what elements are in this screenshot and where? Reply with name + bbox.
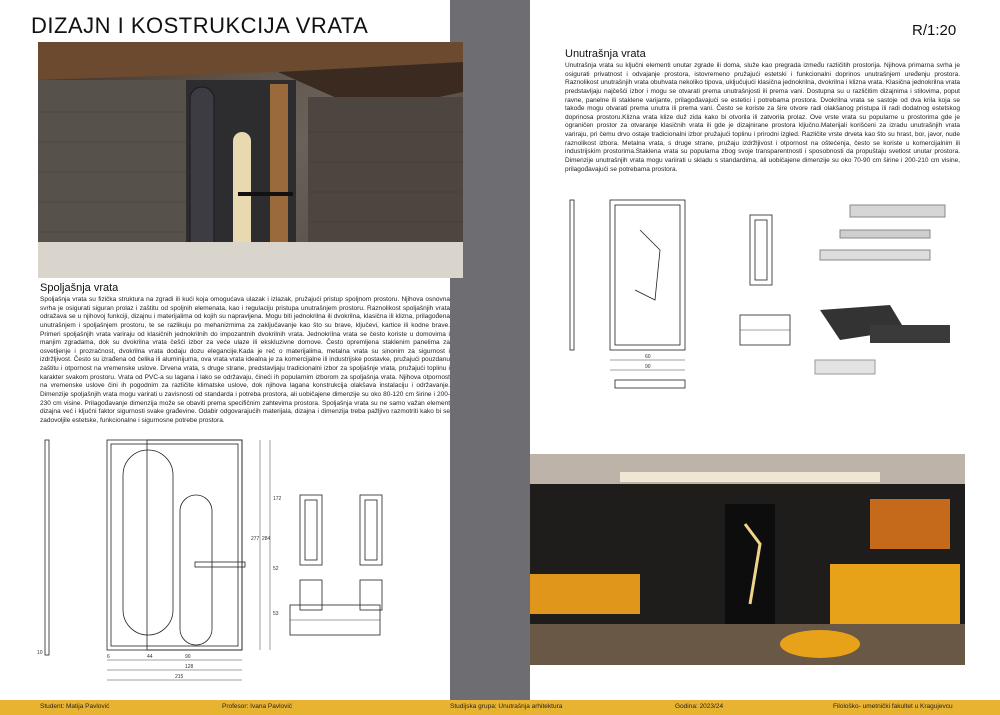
interior-section-detail [740, 215, 800, 365]
page-title: DIZAJN I KOSTRUKCIJA VRATA [31, 13, 369, 38]
interior-text: Unutrašnja vrata su ključni elementi unutar zgrade ili doma, služe kao pregrada između različitih prostorija. Njihova primarna svrha je osigurati privatnost i odvajanje prostora, istovremeno pružajući estetski i funkcionalni doprinos unutrašnjem uređenju prostora. Raznolikost unutrašnjih vrata obuhvata nekoliko tipova, uključujući klasična jednokrilna, dvokrilna i klizna vrata. Klasična jednokrilna vrata predstavljaju najčešći izbor i mogu se otvarati prema unutrašnjosti ili prema vani. Dostupna su u različitim dizajnima i stilovima, poput ravne, panelne ili staklene varijante, prilagođavajući se estetici i potrebama prostora. Dvokrilna vrata se sastoje od dva krila koja se takođe mogu otvarati prema unutra ili prema vani. Često se koriste za šire otvore radi olakšanog pristupa ili radi dodatnog estetskog doprinosa prostoru.Klizna vrata klize duž zida kako bi otvorila ili zatvorila prolaz. Ove vrste vrata su popularne u prostorima gde je ograničen prostor za otvaranje klasičnih vrata ili gde je dizajnirane prostora ključno.Materijali korišćeni za izradu unutrašnjih vrata variraju, pri čemu drvo ostaje tradicionalni izbor pružajući toplinu i prirodni izgled. Različite vrste drveta kao što su hrast, bor, javor, nude raznolikost izbora. Metalna vrata, s druge strane, pružaju izdržljivost i otpornost na oštećenja, često se koriste u komercijalnim ili industrijskim prostorima.Staklena vrata su popularna zbog svoje transparentnosti i sposobnosti da propuštaju svetlost unutar prostora. Dimenzije unutrašnjih vrata mogu variirati u skladu s standardima, ali uobičajene dimenzije su oko 70-90 cm širine i 200-210 cm visine, prilagođavajući se potrebama prostora. [565, 62, 960, 173]
exterior-door-elevation-drawing [35, 440, 285, 690]
dim-10: 10 [37, 650, 43, 656]
exterior-text: Spoljašnja vrata su fizička struktura na zgradi ili kući koja omogućava ulazak i izlazak, pružajući pristup spoljnom prostoru. Njihova osnovna svrha je osigurati siguran prolaz i zaštitu od spoljnih elemenata, kao i regulaciju pristupa unutrašnjem prostoru. Raznolikost spoljašnjih vrata odražava se u njihovoj funkciji, dizajnu i materijalima od kojih su napravljena. Mogu biti jednokrilna ili dvokrilna, klasična ili klizna, prilagođena unutrašnjem i spoljašnjem prostoru, te se razlikuju po mehanizmima za zaključavanje kao što su brave, ključevi, kartice ili kodne brave. Primeri spoljašnjih vrata variraju od klasičnih jednokrilnih do impozantnih dvokrilnih vrata. Jednokrilna vrata se često koriste u domovima i manjim zgradama, dok su dvokrilna vrata češći izbor za veće ulaze ili ekskluzivne domove. Često opremljena staklenim panelima za osvetljenje i prozračnost, dvokrilna vrata dodaju dozu elegancije.Kada je reč o materijalima, metalna vrata su sinonim za sigurnost i izdržljivost. Često su izrađena od čelika ili aluminijuma, ova vrata vrata idealna je za komercijalne ili industrijske postavke, pružajući pouzdanu zaštitu i otpornost na vremenske uslove. Drvena vrata, s druge strane, predstavljaju tradicionalni izbor za spoljašnje vrata, pružajući toplinu i karakter svakom prostoru. Vrata od PVC-a su lagana i lako se održavaju, čineći ih popularnim izborom za spoljašnja vrata. Njihova otpornost na vremenske uslove čini ih pogodnim za različite klimatske uslove, dok njihova lagana konstrukcija olakšava instalaciju i održavanje. Dimenzije spoljašnjih vrata mogu varirati u zavisnosti od standarda i potreba prostora, ali uobičajene dimenzije su oko 80-120 cm širine i 200-230 cm visine. Prilagođavanje dimenzija može se obaviti prema specifičnim zahtevima prostora. Spoljašnja vrata su ne samo važan element dizajna već i ključni faktor sigurnosti svake građevine. Odabir odgovarajućih materijala, dizajna i dimenzija treba pažljivo razmotriti kako bi se zadovoljile estetske, funkcionalne i sigurnosne potrebe prostora. [40, 296, 450, 424]
interior-heading: Unutrašnja vrata [565, 48, 646, 60]
dim-90: 90 [185, 654, 191, 660]
dim-52: 52 [273, 566, 279, 572]
interior-room-render [530, 454, 965, 665]
dim-60: 60 [645, 354, 651, 360]
dim-215: 215 [175, 674, 184, 680]
dim-53: 53 [273, 611, 279, 617]
exterior-heading: Spoljašnja vrata [40, 282, 119, 294]
exterior-door-render [38, 42, 463, 278]
footer-professor: Profesor: Ivana Pavlović [222, 703, 293, 710]
footer-bar [0, 700, 1000, 715]
interior-door-elevation-drawing [560, 200, 690, 400]
footer-year: Godina: 2023/24 [675, 703, 724, 710]
dim-277: 277 [251, 536, 260, 542]
door-handle-renders [810, 200, 965, 380]
dim-128: 128 [185, 664, 194, 670]
exterior-section-details [290, 490, 380, 650]
dim-90-int: 90 [645, 364, 651, 370]
dim-284: 284 [262, 536, 271, 542]
scale-label: R/1:20 [912, 22, 957, 39]
footer-student: Student: Matija Pavlović [40, 703, 110, 710]
footer-group: Studijska grupa: Unutrašnja arhitektura [450, 703, 563, 710]
dim-172: 172 [273, 496, 282, 502]
footer-faculty: Filološko- umetnički fakultet u Kragujevcu [833, 703, 953, 710]
dim-6a: 6 [107, 654, 110, 660]
dim-44: 44 [147, 654, 153, 660]
